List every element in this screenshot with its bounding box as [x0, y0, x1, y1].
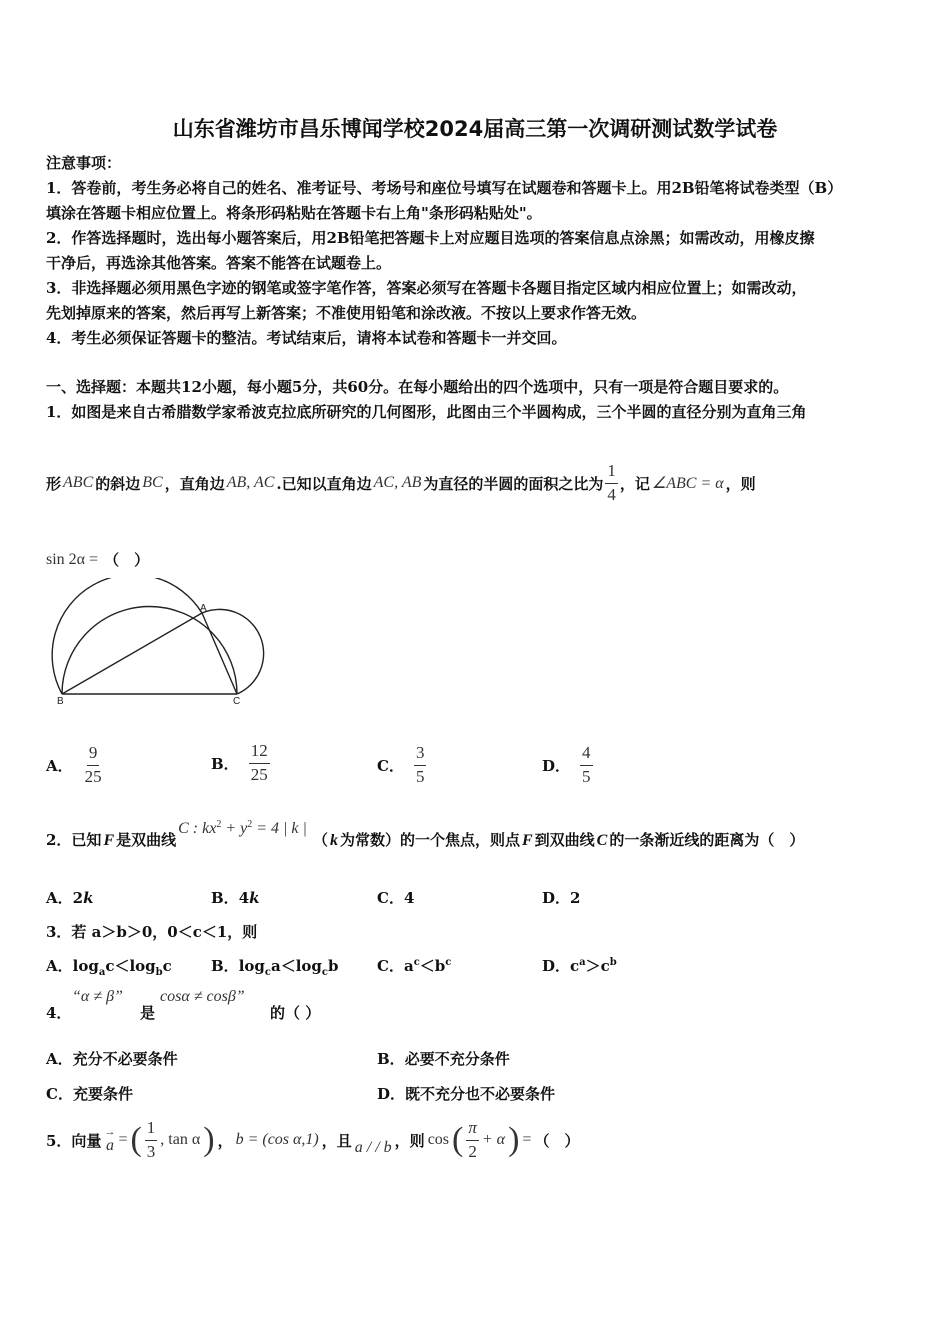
fraction-numerator: 1	[145, 1119, 158, 1141]
q5-parallel: a / / b	[354, 1139, 392, 1156]
opt-sup: b	[609, 957, 617, 968]
opt-sub: c	[321, 967, 328, 978]
option-var: k	[249, 889, 260, 907]
q5-tan: , tan α	[160, 1131, 201, 1148]
q5-answer-paren: （ ）	[534, 1131, 580, 1150]
q4-text-is: 是	[140, 1004, 156, 1022]
q1-text: ，直角边	[164, 474, 225, 493]
q2-var-f: F	[103, 832, 115, 849]
opt-part: ＜b	[419, 957, 446, 975]
q1-ask-paren: （ ）	[104, 551, 150, 569]
notice-heading: 注意事项：	[46, 154, 122, 172]
vector-arrow-icon: →	[104, 1125, 116, 1138]
q1-stem-line1: 1．如图是来自古希腊数学家希波克拉底所研究的几何图形，此图由三个半圆构成，三个半圆的直径分别为直角三角	[46, 403, 807, 421]
fraction-numerator: 1	[605, 462, 618, 484]
q1-text: 为直径的半圆的面积之比为	[423, 474, 604, 493]
opt-sup: c	[445, 957, 452, 968]
q5-text: ，且	[321, 1131, 352, 1150]
opt-sup: a	[579, 957, 586, 968]
semicircle-ac	[202, 609, 264, 694]
fraction-numerator: π	[466, 1119, 479, 1141]
fraction-denominator: 3	[146, 1141, 156, 1161]
q1-text: ，则	[725, 474, 756, 493]
opt-sup: c	[413, 957, 420, 968]
opt-part: c＜log	[105, 957, 156, 975]
fraction-denominator: 25	[84, 766, 102, 786]
side-ab	[62, 613, 202, 694]
q1-option-c[interactable]	[377, 744, 426, 786]
q2-option-b[interactable]	[211, 887, 260, 908]
q3-option-b[interactable]	[211, 955, 339, 978]
q1-ratio-fraction	[605, 462, 618, 504]
fraction-denominator: 5	[415, 766, 425, 786]
vertex-label-b: B	[57, 696, 64, 707]
opt-part: c	[570, 957, 580, 975]
option-label: C．	[377, 957, 404, 975]
q2-eq-part: : kx	[188, 820, 217, 837]
option-text: 4	[238, 889, 250, 907]
option-text: 必要不充分条件	[404, 1050, 510, 1068]
fraction-denominator: 2	[468, 1141, 477, 1161]
q2-option-c[interactable]	[377, 887, 414, 908]
q4-option-b[interactable]	[377, 1048, 510, 1069]
option-fraction	[249, 742, 270, 784]
q5-eq: =	[522, 1131, 532, 1148]
q2-eq-sup: 2	[247, 819, 253, 830]
left-paren: (	[130, 1121, 142, 1158]
q5-text: ，则	[394, 1131, 425, 1150]
q1-option-d[interactable]	[542, 744, 593, 786]
q5-cos: cos	[427, 1131, 450, 1148]
q1-text: 形	[46, 474, 62, 493]
fraction-numerator: 12	[249, 742, 270, 764]
q5-stem	[46, 1110, 579, 1170]
vertex-label-a: A	[200, 603, 207, 614]
notice-line: 4．考生必须保证答题卡的整洁。考试结束后，请将本试卷和答题卡一并交回。	[46, 329, 567, 347]
q2-eq-part: + y	[221, 820, 248, 837]
q1-text: .已知以直角边	[276, 474, 372, 493]
option-text: 充分不必要条件	[72, 1050, 178, 1068]
q1-ask-math: sin 2α =	[46, 550, 99, 568]
opt-part: b	[328, 957, 339, 975]
q1-math: BC	[142, 474, 163, 492]
q2-option-d[interactable]	[542, 887, 580, 908]
q1-math: AB, AC	[226, 474, 275, 492]
opt-part: log	[238, 957, 265, 975]
q1-math: ∠ABC = α	[651, 475, 724, 493]
opt-part: a	[403, 957, 414, 975]
q4-option-d[interactable]	[377, 1083, 555, 1104]
opt-sub: a	[98, 967, 106, 978]
q3-option-a[interactable]	[46, 955, 172, 978]
q4-math-2: cosα ≠ cosβ”	[160, 988, 245, 1005]
option-text: 既不充分也不必要条件	[405, 1085, 556, 1103]
semicircle-ab	[52, 578, 202, 694]
section-heading: 一、选择题：本题共12小题，每小题5分，共60分。在每小题给出的四个选项中，只有一项是符合题目要求的。	[46, 378, 789, 396]
q5-fraction	[145, 1119, 158, 1161]
semicircle-bc	[62, 607, 237, 695]
right-paren: )	[508, 1121, 520, 1158]
q4-math-1: “α ≠ β”	[72, 988, 123, 1005]
left-paren: (	[452, 1121, 464, 1158]
option-text: 2	[72, 889, 84, 907]
q2-text: 的一条渐近线的距离为（ ）	[609, 831, 805, 849]
q2-text: （	[312, 831, 328, 849]
opt-part: c	[162, 957, 172, 975]
notice-line: 先划掉原来的答案，然后再写上新答案；不准使用铅笔和涂改液。不按以上要求作答无效。	[46, 304, 647, 322]
fraction-denominator: 5	[582, 766, 591, 786]
option-label: D．	[542, 957, 571, 975]
q4-text-of: 的（ ）	[270, 1004, 321, 1022]
option-label: C．	[377, 756, 404, 775]
q5-text: 5．向量	[46, 1131, 102, 1150]
q3-stem: 3．若 a＞b＞0，0＜c＜1，则	[46, 923, 258, 941]
q3-option-c[interactable]	[377, 955, 451, 976]
option-label: A．	[46, 957, 73, 975]
q2-text: 2．已知	[46, 831, 102, 849]
q1-stem-line2	[46, 462, 756, 504]
q2-option-a[interactable]	[46, 887, 93, 908]
notice-line: 2．作答选择题时，选出每小题答案后，用2B铅笔把答题卡上对应题目选项的答案信息点涂黑；如需改动，用橡皮擦	[46, 229, 815, 247]
q1-text: ，记	[619, 474, 650, 493]
option-label: A．	[46, 756, 73, 775]
q2-var-f: F	[521, 832, 533, 849]
option-label: B．	[211, 889, 239, 907]
option-label: D．	[542, 889, 571, 907]
q5-plus-alpha: + α	[481, 1131, 506, 1148]
option-label: C．	[46, 1085, 73, 1103]
q5-pi-fraction	[466, 1119, 479, 1161]
fraction-denominator: 25	[250, 764, 268, 784]
option-text: 4	[403, 889, 415, 907]
side-ac	[202, 613, 237, 694]
option-label: B．	[211, 754, 239, 773]
notice-line: 干净后，再选涂其他答案。答案不能答在试题卷上。	[46, 254, 392, 272]
q1-text: 的斜边	[95, 474, 141, 493]
q3-option-d[interactable]	[542, 955, 617, 976]
q1-option-a[interactable]	[46, 744, 104, 786]
q2-text: 是双曲线	[116, 831, 177, 849]
q2-text: 为常数）的一个焦点，则点	[339, 831, 520, 849]
option-label: A．	[46, 1050, 73, 1068]
vertex-label-c: C	[233, 696, 241, 707]
option-var: k	[83, 889, 94, 907]
notice-line: 1．答卷前，考生务必将自己的姓名、准考证号、考场号和座位号填写在试题卷和答题卡上。用2B铅笔将试卷类型（B）	[46, 179, 843, 197]
page-title: 山东省潍坊市昌乐博闻学校2024届高三第一次调研测试数学试卷	[172, 117, 778, 141]
q5-vector-a	[104, 1127, 115, 1154]
option-fraction	[414, 744, 427, 786]
q2-eq-sup: 2	[216, 819, 222, 830]
q2-var-k: k	[329, 832, 338, 849]
hippocrates-figure	[40, 578, 280, 718]
option-text: 2	[570, 889, 581, 907]
q2-eq-c: C	[178, 820, 189, 837]
q1-ask	[46, 549, 149, 570]
option-fraction	[83, 744, 104, 786]
fraction-denominator: 4	[607, 484, 616, 504]
opt-sub: b	[155, 967, 163, 978]
q1-option-b[interactable]	[211, 742, 270, 784]
q5-eq: =	[118, 1131, 128, 1148]
q5-var-a: a	[105, 1136, 114, 1154]
q2-stem	[46, 819, 805, 852]
option-fraction	[580, 744, 593, 786]
opt-part: log	[72, 957, 99, 975]
opt-part: ＞c	[585, 957, 610, 975]
q2-text: 到双曲线	[534, 831, 595, 849]
option-label: B．	[377, 1050, 405, 1068]
q2-equation	[178, 819, 307, 838]
option-label: A．	[46, 889, 73, 907]
q5-vector-b: b = (cos α,1)	[235, 1131, 319, 1148]
q1-math: ABC	[63, 474, 94, 492]
notice-line: 填涂在答题卡相应位置上。将条形码粘贴在答题卡右上角"条形码粘贴处"。	[46, 204, 542, 222]
option-text: 充要条件	[72, 1085, 133, 1103]
q2-var-c: C	[596, 832, 608, 849]
fraction-numerator: 3	[414, 744, 427, 766]
option-label: B．	[211, 957, 239, 975]
q2-eq-part: = 4 | k |	[252, 820, 307, 837]
q5-text: ，	[217, 1131, 233, 1150]
q4-option-c[interactable]	[46, 1083, 133, 1104]
option-label: C．	[377, 889, 404, 907]
opt-part: a＜log	[270, 957, 322, 975]
q4-number: 4．	[46, 1004, 72, 1022]
q4-option-a[interactable]	[46, 1048, 178, 1069]
option-label: D．	[542, 756, 571, 775]
notice-line: 3．非选择题必须用黑色字迹的钢笔或签字笔作答，答案必须写在答题卡各题目指定区域内相应位置上；如需改动，	[46, 279, 807, 297]
fraction-numerator: 4	[580, 744, 593, 766]
q1-math: AC, AB	[373, 474, 422, 492]
option-label: D．	[377, 1085, 406, 1103]
fraction-numerator: 9	[87, 744, 100, 766]
right-paren: )	[203, 1121, 215, 1158]
opt-sub: c	[264, 967, 271, 978]
